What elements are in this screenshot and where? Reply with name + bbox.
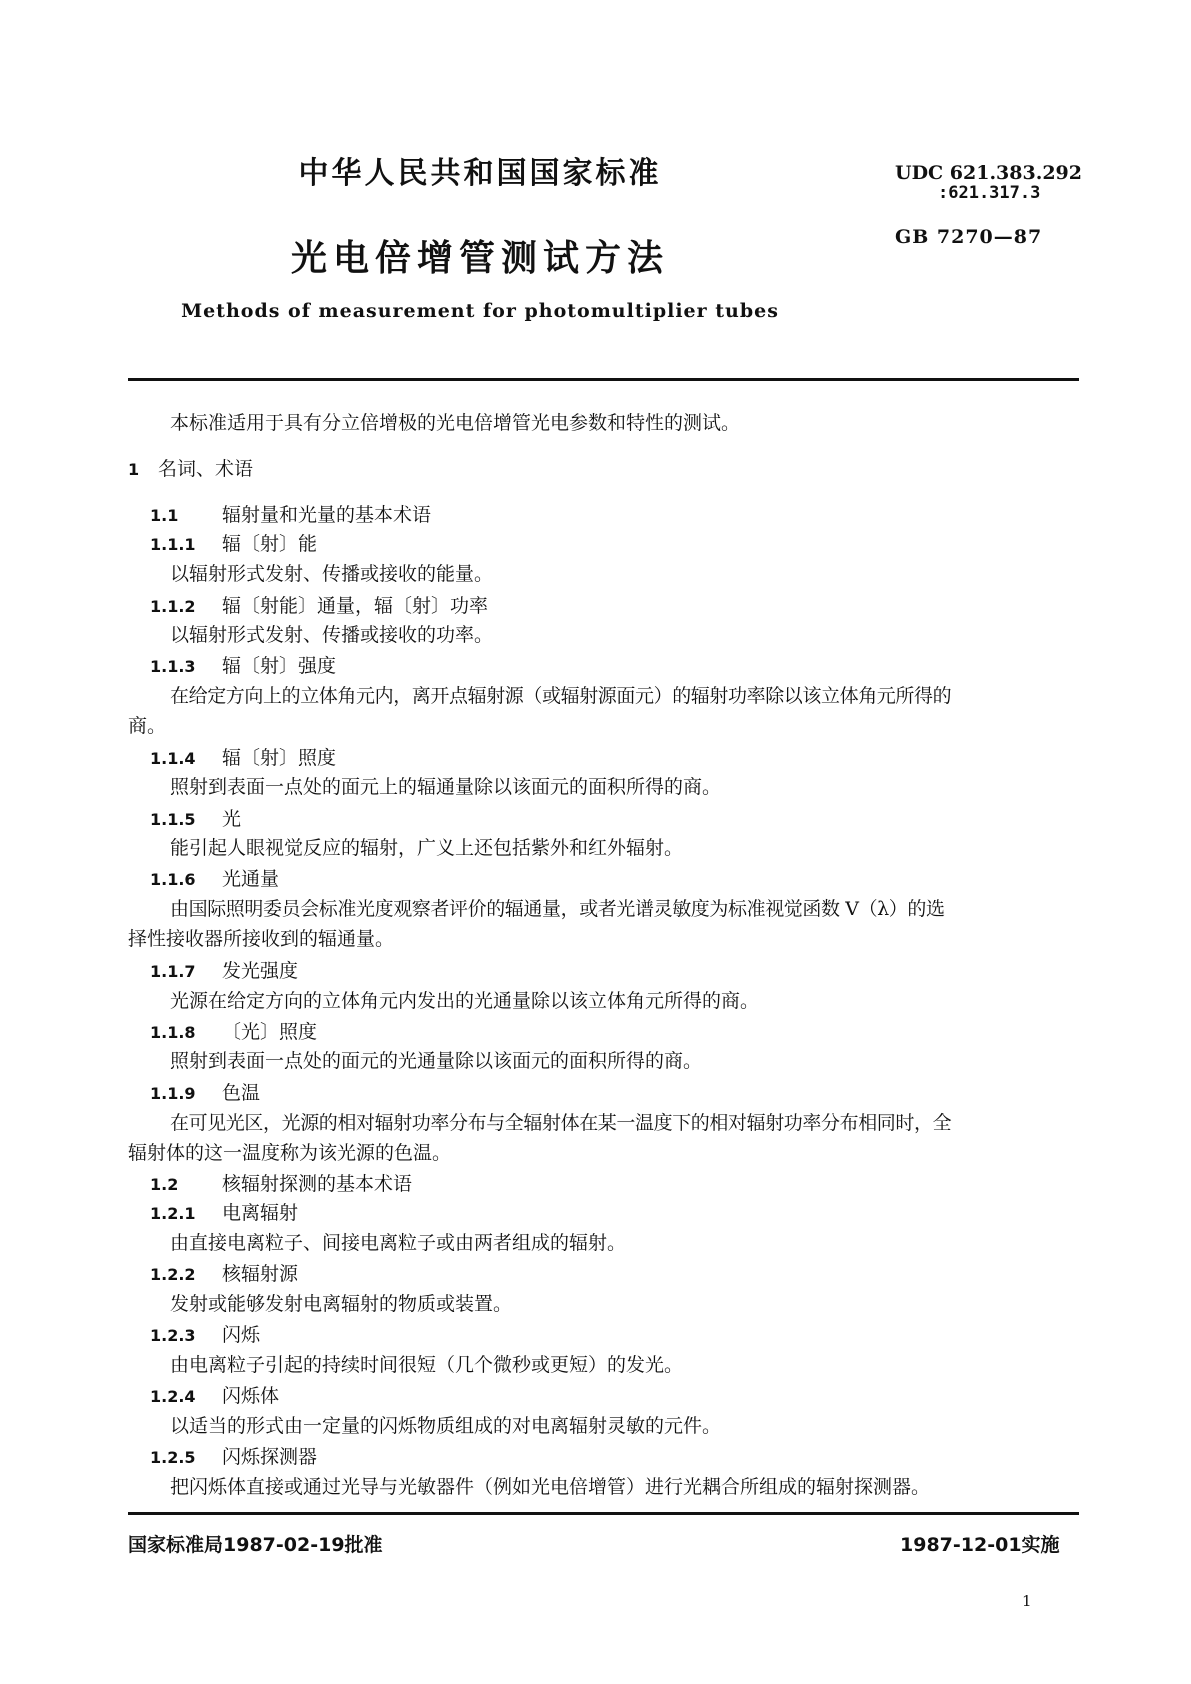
document-title-cn: 光电倍增管测试方法: [290, 238, 669, 279]
term-definition: 以辐射形式发射、传播或接收的功率。: [170, 624, 494, 646]
section-number: 1.1: [150, 506, 179, 525]
term-title: 色温: [222, 1082, 261, 1104]
term-1-2-5: [150, 1444, 317, 1471]
national-standard-heading: 中华人民共和国国家标准: [298, 156, 662, 191]
section-number: 1.2: [150, 1175, 179, 1194]
term-number: 1.2.4: [150, 1387, 196, 1406]
term-number: 1.2.2: [150, 1265, 196, 1284]
term-1-2-1: [150, 1200, 298, 1227]
term-definition: 能引起人眼视觉反应的辐射，广义上还包括紫外和红外辐射。: [170, 837, 684, 859]
term-definition: 把闪烁体直接或通过光导与光敏器件（例如光电倍增管）进行光耦合所组成的辐射探测器。: [170, 1476, 931, 1498]
section-1-heading: [128, 456, 253, 483]
term-number: 1.1.6: [150, 870, 196, 889]
term-number: 1.2.5: [150, 1448, 196, 1467]
term-title: 光: [222, 808, 242, 830]
term-title: 闪烁探测器: [222, 1446, 318, 1468]
term-1-1-4: [150, 745, 336, 772]
term-number: 1.1.4: [150, 749, 196, 768]
term-definition-continued: 商。: [128, 715, 167, 737]
term-number: 1.2.1: [150, 1204, 196, 1223]
effective-date: 1987-12-01实施: [900, 1534, 1060, 1556]
term-number: 1.1.5: [150, 810, 196, 829]
page-number: 1: [1022, 1592, 1032, 1610]
term-definition: 在给定方向上的立体角元内，离开点辐射源（或辐射源面元）的辐射功率除以该立体角元所得的: [170, 685, 952, 707]
term-title: 闪烁体: [222, 1385, 280, 1407]
term-1-1-5: [150, 806, 241, 833]
term-title: 闪烁: [222, 1324, 261, 1346]
term-1-1-1: [150, 531, 317, 558]
term-number: 1.1.7: [150, 962, 196, 981]
section-title: 辐射量和光量的基本术语: [222, 504, 432, 526]
subsection-1-2: [150, 1171, 412, 1198]
subsection-1-1: [150, 502, 431, 529]
term-1-1-3: [150, 653, 336, 680]
term-definition: 照射到表面一点处的面元上的辐通量除以该面元的面积所得的商。: [170, 776, 722, 798]
term-definition: 由直接电离粒子、间接电离粒子或由两者组成的辐射。: [170, 1232, 627, 1254]
intro-paragraph: 本标准适用于具有分立倍增极的光电倍增管光电参数和特性的测试。: [170, 412, 741, 434]
term-title: 辐〔射能〕通量，辐〔射〕功率: [222, 595, 489, 617]
term-definition-continued: 辐射体的这一温度称为该光源的色温。: [128, 1142, 452, 1164]
term-number: 1.1.1: [150, 535, 196, 554]
term-number: 1.1.2: [150, 597, 196, 616]
term-1-1-7: [150, 958, 298, 985]
term-title: 辐〔射〕照度: [222, 747, 337, 769]
term-title: 电离辐射: [222, 1202, 299, 1224]
udc-code-secondary: :621.317.3: [938, 183, 1041, 203]
approval-date: 国家标准局1987-02-19批准: [128, 1534, 383, 1556]
term-definition: 以适当的形式由一定量的闪烁物质组成的对电离辐射灵敏的元件。: [170, 1415, 722, 1437]
term-1-1-2: [150, 593, 488, 620]
term-title: 辐〔射〕强度: [222, 655, 337, 677]
term-number: 1.2.3: [150, 1326, 196, 1345]
term-number: 1.1.8: [150, 1023, 196, 1042]
term-number: 1.1.3: [150, 657, 196, 676]
term-title: 〔光〕照度: [222, 1021, 318, 1043]
section-number: 1: [128, 460, 140, 479]
term-1-1-6: [150, 866, 279, 893]
term-definition: 以辐射形式发射、传播或接收的能量。: [170, 563, 494, 585]
term-definition: 发射或能够发射电离辐射的物质或装置。: [170, 1293, 513, 1315]
term-title: 辐〔射〕能: [222, 533, 318, 555]
document-title-en: Methods of measurement for photomultiplier tubes: [181, 300, 779, 322]
header-divider: [128, 378, 1079, 381]
term-definition: 照射到表面一点处的面元的光通量除以该面元的面积所得的商。: [170, 1050, 703, 1072]
section-title: 核辐射探测的基本术语: [222, 1173, 413, 1195]
term-1-2-3: [150, 1322, 260, 1349]
term-title: 光通量: [222, 868, 280, 890]
term-definition: 在可见光区，光源的相对辐射功率分布与全辐射体在某一温度下的相对辐射功率分布相同时，全: [170, 1112, 952, 1134]
term-definition-continued: 择性接收器所接收到的辐通量。: [128, 928, 395, 950]
term-1-1-8: [150, 1019, 317, 1046]
term-number: 1.1.9: [150, 1084, 196, 1103]
term-title: 核辐射源: [222, 1263, 299, 1285]
gb-standard-code: GB 7270—87: [895, 226, 1043, 248]
term-1-2-2: [150, 1261, 298, 1288]
term-definition: 光源在给定方向的立体角元内发出的光通量除以该立体角元所得的商。: [170, 990, 760, 1012]
section-title: 名词、术语: [158, 458, 254, 480]
udc-code: UDC 621.383.292: [895, 162, 1082, 184]
term-definition: 由电离粒子引起的持续时间很短（几个微秒或更短）的发光。: [170, 1354, 684, 1376]
term-1-2-4: [150, 1383, 279, 1410]
footer-divider: [128, 1512, 1079, 1515]
term-title: 发光强度: [222, 960, 299, 982]
term-definition: 由国际照明委员会标准光度观察者评价的辐通量，或者光谱灵敏度为标准视觉函数 V（λ）的选: [170, 898, 945, 920]
term-1-1-9: [150, 1080, 260, 1107]
